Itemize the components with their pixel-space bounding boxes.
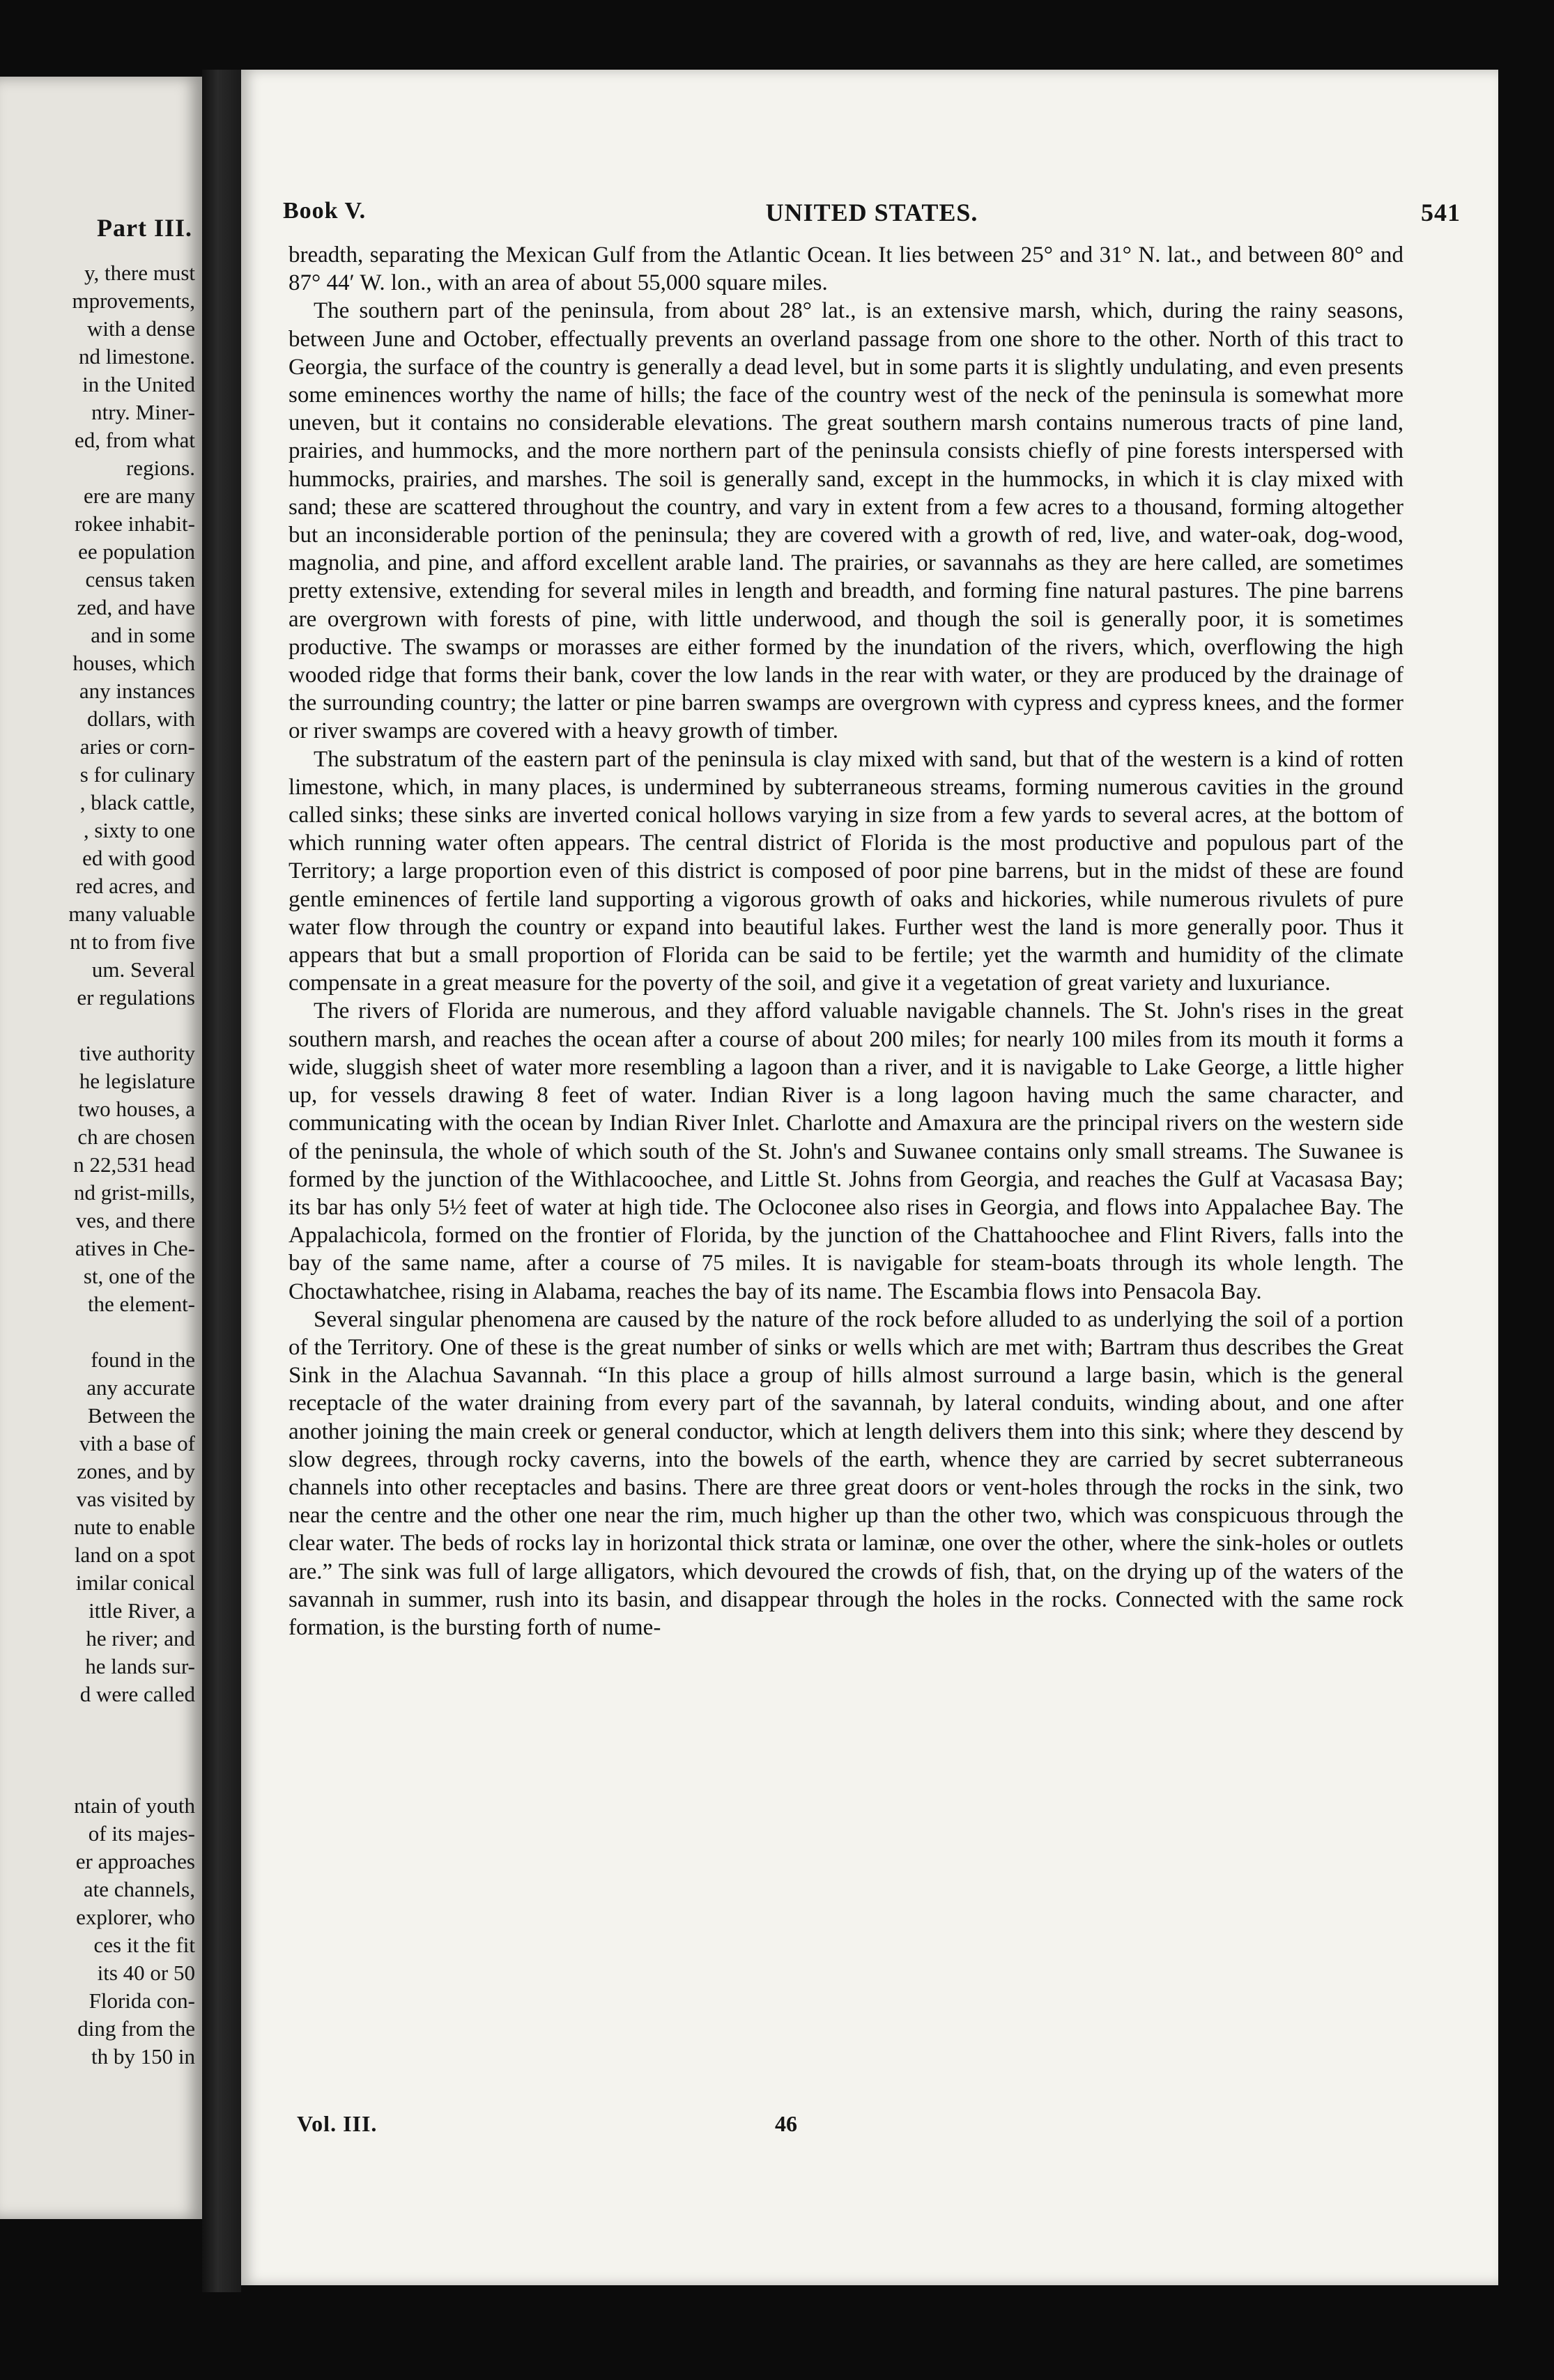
paragraph: breadth, separating the Mexican Gulf from the Atlantic Ocean. It lies between 25° and 31° N. lat., and between 80° and 87° 44′ W. lon., with an area of about 55,000 square miles. xyxy=(289,242,1403,296)
previous-page-line: any instances xyxy=(79,679,195,703)
previous-page-line: he river; and xyxy=(86,1626,195,1651)
paragraph: Several singular phenomena are caused by the nature of the rock before alluded to as underlying the soil of a portion of the Territory. One of these is the great number of sinks or wells which are met with; Bartram thus describes the Great Sink in the Alachua Savannah. “In this place a group of hills almost surround a large basin, which is the general receptacle of the water draining from every part of the savannah, by lateral conduits, winding about, and one after another joining the main creek or general conductor, which at length delivers them into this sink; where they descend by slow degrees, through rocky caverns, into the bowels of the earth, whence they are carried by secret subterraneous channels into other receptacles and basins. There are three great doors or vent-holes through the rocks in the sink, two near the centre and the other one near the rim, much higher up than the other two, which was conspicuous through the clear water. The beds of rocks lay in horizontal thick strata or laminæ, one over the other, where the sink-holes or outlets are.” The sink was full of large alligators, which devoured the crowds of fish, that, on the drying up of the waters of the savannah in summer, rush into its basin, and disappear through the holes in the rocks. Connected with the same rock formation, is the bursting forth of nume- xyxy=(289,1306,1403,1640)
running-header xyxy=(283,198,1461,233)
previous-page-line: in the United xyxy=(82,372,195,396)
previous-page-line: explorer, who xyxy=(76,1905,195,1929)
previous-page-line: its 40 or 50 xyxy=(97,1961,195,1985)
previous-page-line: houses, which xyxy=(72,651,195,675)
previous-page-line xyxy=(0,1318,195,1346)
previous-page-line: of its majes- xyxy=(88,1821,195,1846)
previous-page-line: red acres, and xyxy=(75,874,195,898)
previous-page-line: er approaches xyxy=(75,1849,195,1873)
previous-page-line: vas visited by xyxy=(76,1487,195,1511)
previous-page-line: um. Several xyxy=(91,957,195,982)
previous-page-line: atives in Che- xyxy=(75,1236,195,1260)
previous-page-line: the element- xyxy=(87,1292,195,1316)
previous-page-line: ate channels, xyxy=(83,1877,195,1901)
previous-page-line: zones, and by xyxy=(77,1459,195,1483)
previous-page-line: two houses, a xyxy=(78,1097,195,1121)
previous-page-line: Between the xyxy=(87,1403,195,1428)
previous-page-line: nute to enable xyxy=(74,1515,195,1539)
previous-page-line xyxy=(0,1708,195,1736)
previous-page-line: , black cattle, xyxy=(79,790,195,814)
paragraph: The southern part of the peninsula, from about 28° lat., is an extensive marsh, which, during the rainy seasons, between June and October, effectually prevents an overland passage from one shore to the other. North of this tract to Georgia, the surface of the country is generally a dead level, but in some parts it is slightly undulating, and even presents some eminences worthy the name of hills; the face of the country west of the neck of the peninsula is somewhat more uneven, but it contains no considerable elevations. The great southern marsh contains numerous tracts of pine land, prairies, and hummocks, and the more northern part of the peninsula consists chiefly of pine forests interspersed with hummocks, prairies, and marshes. The soil is generally sand, except in the hummocks, in which it is clay mixed with sand; these are scattered throughout the country, and vary in extent from a few acres to a thousand, forming altogether but an inconsiderable portion of the peninsula; they are covered with a growth of red, live, and water-oak, dog-wood, magnolia, and pine, and afford excellent arable land. The prairies, or savannahs as they are here called, are sometimes pretty extensive, extending for several miles in length and breadth, and forming fine natural pastures. The pine barrens are overgrown with forests of pine, with little underwood, and though the soil is generally poor, it is sometimes productive. The swamps or morasses are either formed by the inundation of the rivers, which, overflowing the high wooded ridge that forms their bank, cover the low lands in the rear with water, or they are produced by the drainage of the surrounding country; the latter or pine barren swamps are overgrown with cypress and cypress knees, and the former or river swamps are covered with a heavy growth of timber. xyxy=(289,298,1403,744)
previous-page-line: regions. xyxy=(125,456,195,480)
previous-page-line: dollars, with xyxy=(87,706,195,731)
previous-page-line: ding from the xyxy=(77,2016,195,2041)
previous-page-line: , sixty to one xyxy=(83,818,195,842)
previous-page-line: s for culinary xyxy=(79,762,195,787)
previous-page-line: ces it the fit xyxy=(93,1933,195,1957)
previous-page-line: any accurate xyxy=(86,1375,195,1400)
previous-page-line: ere are many xyxy=(83,484,195,508)
previous-page-line: he legislature xyxy=(79,1069,195,1093)
previous-page-line: ch are chosen xyxy=(77,1125,195,1149)
previous-page-line: rokee inhabit- xyxy=(74,511,195,536)
previous-page-line: nd limestone. xyxy=(78,344,195,369)
previous-page-line: y, there must xyxy=(84,261,195,285)
previous-page-line: mprovements, xyxy=(72,288,195,313)
previous-page-line: many valuable xyxy=(68,902,195,926)
previous-page-line: ed, from what xyxy=(74,428,195,452)
previous-page-strip xyxy=(0,77,202,2219)
paragraph: The substratum of the eastern part of the peninsula is clay mixed with sand, but that of the western is a kind of rotten limestone, which, in many places, is undermined by subterraneous streams, forming numerous cavities in the ground called sinks; these sinks are inverted conical hollows varying in size from a few yards to several acres, at the bottom of which running water often appears. The central district of Florida is the most productive and populous part of the Territory; a large proportion even of this district is composed of poor pine barrens, but in the midst of these are found gentle eminences of fertile land supporting a vigorous growth of oaks and hickories, while numerous rivulets of pure water flow through the country or expand into beautiful lakes. Further west the land is more generally poor. Thus it appears that but a small proportion of Florida can be said to be fertile; yet the warmth and humidity of the climate compensate in a great measure for the poverty of the soil, and give it a vegetation of great variety and luxuriance. xyxy=(289,746,1403,996)
previous-page-line: th by 150 in xyxy=(91,2044,195,2069)
previous-page-line: ves, and there xyxy=(75,1208,195,1232)
previous-page-line: er regulations xyxy=(77,985,195,1010)
previous-page-line: nt to from five xyxy=(70,929,195,954)
previous-page-line: found in the xyxy=(91,1347,195,1372)
previous-page-line: tive authority xyxy=(79,1041,195,1065)
previous-page-line: ee population xyxy=(78,539,195,564)
volume-label: Vol. III. xyxy=(297,2111,378,2136)
previous-page-line xyxy=(0,1764,195,1792)
page-number: 541 xyxy=(1421,199,1461,226)
previous-page-line: nd grist-mills, xyxy=(74,1180,195,1205)
previous-page-line: he lands sur- xyxy=(85,1654,195,1678)
previous-page-line xyxy=(0,1736,195,1764)
page-title: UNITED STATES. xyxy=(765,199,978,226)
previous-page-line: ed with good xyxy=(82,846,195,870)
previous-page-line: ittle River, a xyxy=(89,1598,195,1623)
page xyxy=(241,70,1498,2285)
page-footer xyxy=(297,2111,1275,2142)
previous-page-line: census taken xyxy=(85,567,195,592)
previous-page-line: imilar conical xyxy=(75,1570,195,1595)
previous-page-text xyxy=(0,259,195,2071)
previous-page-line: vith a base of xyxy=(79,1431,195,1455)
book-label: Book V. xyxy=(283,198,367,224)
previous-page-line: with a dense xyxy=(87,316,195,341)
previous-page-line: ntry. Miner- xyxy=(91,400,195,424)
previous-page-line: land on a spot xyxy=(74,1543,195,1567)
body-text xyxy=(289,241,1403,1641)
previous-page-line: n 22,531 head xyxy=(73,1152,195,1177)
previous-page-line: aries or corn- xyxy=(79,734,195,759)
book-gutter xyxy=(202,70,241,2292)
previous-page-line: zed, and have xyxy=(77,595,195,619)
previous-page-line xyxy=(0,1012,195,1040)
previous-page-line: d were called xyxy=(79,1682,195,1706)
previous-page-line: st, one of the xyxy=(83,1264,195,1288)
signature-mark: 46 xyxy=(775,2111,797,2136)
previous-page-line: ntain of youth xyxy=(74,1793,195,1818)
previous-page-line: Florida con- xyxy=(89,1988,195,2013)
previous-page-header: Part III. xyxy=(97,214,192,242)
previous-page-line: and in some xyxy=(91,623,195,647)
paragraph: The rivers of Florida are numerous, and they afford valuable navigable channels. The St. John's rises in the great southern marsh, and reaches the ocean after a course of about 200 miles; for nearly 100 miles from its mouth it forms a wide, sluggish sheet of water more resembling a lagoon than a river, and it is navigable to Lake George, a little higher up, for vessels drawing 8 feet of water. Indian River is a long lagoon having much the same character, and communicating with the ocean by Indian River Inlet. Charlotte and Amaxura are the principal rivers on the western side of the peninsula, the whole of which south of the St. John's and Suwanee contains only small streams. The Suwanee is formed by the junction of the Withlacoochee, and Little St. Johns from Georgia, and reaches the Gulf at Vacasasa Bay; its bar has only 5½ feet of water at high tide. The Ocloconee also rises in Georgia, and flows into Appalachee Bay. The Appalachicola, formed on the frontier of Florida, by the junction of the Chattahoochee and Flint Rivers, falls into the bay of the same name, after a course of 75 miles. It is navigable for steam-boats through its whole length. The Choctawhatchee, rising in Alabama, reaches the bay of its name. The Escambia flows into Pensacola Bay. xyxy=(289,998,1403,1304)
